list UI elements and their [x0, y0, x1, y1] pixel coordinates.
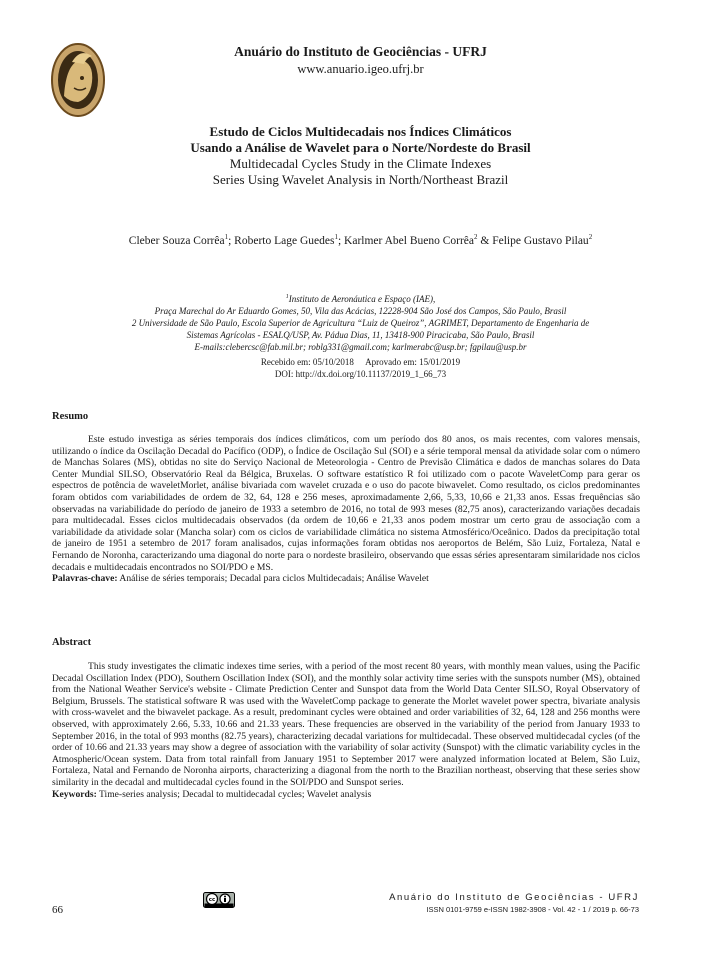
title-en-line1: Multidecadal Cycles Study in the Climate Indexes: [229, 156, 492, 171]
approved-date: Aprovado em: 15/01/2019: [365, 357, 461, 367]
resumo-section: [52, 434, 640, 585]
affil-line-2: Praça Marechal do Ar Eduardo Gomes, 50, Vila das Acácias, 12228-904 São José dos Campos, São Paulo, Brasil: [154, 306, 567, 316]
abstract-heading: Abstract: [52, 637, 92, 648]
author-separator: ;: [228, 234, 235, 247]
received-date: Recebido em: 05/10/2018: [260, 357, 354, 367]
abstract-keywords: [52, 789, 640, 801]
doi-link[interactable]: DOI: http://dx.doi.org/10.11137/2019_1_66_73: [274, 369, 447, 379]
author-name: Cleber Souza Corrêa: [128, 234, 225, 247]
title-en-line2: Series Using Wavelet Analysis in North/Northeast Brazil: [212, 172, 509, 187]
affil-sup: 1: [285, 294, 289, 300]
author-affil-sup: 2: [474, 233, 478, 241]
keywords-label: Palavras-chave:: [52, 573, 118, 585]
author-separator: &: [477, 234, 493, 247]
author-affil-sup: 1: [334, 233, 338, 241]
author-affil-sup: 2: [588, 233, 593, 241]
author-affil-sup: 1: [224, 233, 229, 241]
affiliations: [0, 291, 721, 353]
keywords-text: Time-series analysis; Decadal to multidecadal cycles; Wavelet analysis: [99, 788, 372, 800]
abstract-text: This study investigates the climatic indexes time series, with a period of the most recent 80 years, with monthly mean values, using the Pacific Decadal Oscillation Index (PDO), Southern Oscillation Index (SOI), and the monthly solar activity time series with the sunspots number (MS), obtained from the National Weather Service's website - Climate Prediction Center and Sunspot data from the World Data Center SILSO, Royal Observatory of Belgium, Brussels. The statistical software R was used with the WaveletComp package to generate the Morlet wavelet power spectra, bivariate analysis with cross-wavelet and the biwavelet package. As a result, predominant cycles were obtained and order variabilities of 32, 64, 128 and 256 months were observed, with approximately 2.66, 5.33, 10.66 and 21.33 years. These frequencies are observed in the variability of the period from January 1933 to September 2016, in the total of 993 months (82.75 years), characterizing decadal variations for multidecadal. These observed multidecadal cycles (of the order of 10.66 and 21.33 years may show a degree of association with the variability of solar activity (Sunspot) with the climatic variability cycles in the Atmospheric/Ocean system. Data from total rainfall from January 1951 to September 2017 were analyzed information located at Belem, São Luiz, Fortaleza, Natal and Fernando de Noronha airports, characterizing a diagonal from the north to the Brazilian northeast, observing that these series show similarity in the decadal and multidecadal cycles found in the SOI/PDO and Sunspot series.: [52, 661, 640, 788]
abstract-section: [52, 661, 640, 800]
keywords-text: Análise de séries temporais; Decadal para ciclos Multidecadais; Análise Wavelet: [119, 573, 429, 585]
title-pt-line2: Usando a Análise de Wavelet para o Norte/Nordeste do Brasil: [190, 140, 531, 155]
title-pt-line1: Estudo de Ciclos Multidecadais nos Índices Climáticos: [209, 124, 512, 139]
journal-title: Anuário do Instituto de Geociências - UFRJ: [234, 44, 487, 59]
svg-text:cc: cc: [208, 897, 216, 904]
journal-url[interactable]: www.anuario.igeo.ufrj.br: [297, 62, 424, 76]
author-list: [0, 233, 721, 247]
affil-emails: E-mails:clebercsc@fab.mil.br; roblg331@gmail.com; karlmerabc@usp.br; fgpilau@usp.br: [194, 342, 527, 352]
author-name: Felipe Gustavo Pilau: [492, 234, 589, 247]
author-name: Karlmer Abel Bueno Corrêa: [344, 234, 475, 247]
footer-journal: Anuário do Instituto de Geociências - UFRJ: [389, 892, 639, 903]
resumo-heading: Resumo: [52, 411, 89, 422]
affil-line-3: 2 Universidade de São Paulo, Escola Superior de Agricultura “Luiz de Queiroz”, AGRIMET, Departamento de Engenharia de: [131, 318, 590, 328]
keywords-label: Keywords:: [52, 788, 97, 800]
footer-issn: ISSN 0101-9759 e-ISSN 1982-3908 - Vol. 42 - 1 / 2019 p. 66-73: [426, 905, 639, 914]
affil-line-4: Sistemas Agrícolas - ESALQ/USP, Av. Pádua Dias, 11, 13418-900 Piracicaba, São Paulo, Brasil: [186, 330, 535, 340]
cc-by-icon: [203, 892, 235, 908]
affil-line-1: Instituto de Aeronáutica e Espaço (IAE),: [288, 294, 436, 304]
resumo-text: Este estudo investiga as séries temporais dos índices climáticos, com um período dos 80 anos, os mais recentes, com valores mensais, utilizando o índice da Oscilação Decadal do Pacífico (ODP), o Índice de Oscilação Sul (SOI) e a série temporal mensal da atividade solar com o número de Manchas Solares (MS), obtidas no site do Serviço Nacional de Meteorologia - Centro de Previsão Climática e dados de manchas solares do Data Center Mundial SILSO, Observatório Real da Bélgica, Bruxelas. O software estatístico R foi utilizado com o pacote WaveletComp para gerar os espectros de potência de waveletMorlet, análise bivariada com wavelet cruzada e o uso do pacote biwavelet. Como resultado, os ciclos predominantes foram obtidos com variabilidades de ordem de 32, 64, 128 e 256 meses, aproximadamente 2,66, 5,33, 10,66 e 21,33 anos. Essas frequências são observadas na variabilidade do período de janeiro de 1933 a setembro de 2016, no total de 993 meses (82,75 anos), caracterizando variações decadais para multidecadal. Esses ciclos multidecadais observados (da ordem de 10,66 e 21,33 anos podem mostrar um certo grau de associação com a variabilidade da atividade solar (Mancha solar) com os ciclos de variabilidade climática no sistema Atmosférico/Oceânico. Dados da precipitação total de janeiro de 1951 a setembro de 2017 foram analisados, cujas informações foram obtidas nos aeroportos de Belém, São Luiz, Fortaleza, Natal e Fernando de Noronha, caracterizando uma diagonal do norte para o nordeste brasileiro, observando que essas séries apresentaram similaridade nos ciclos decadais e multidecadais encontrados no SOI/PDO e MS.: [52, 434, 640, 573]
article-dates: [0, 356, 721, 380]
resumo-keywords: [52, 573, 640, 585]
page-number: 66: [52, 904, 63, 916]
author-separator: ;: [337, 234, 345, 247]
author-name: Roberto Lage Guedes: [234, 234, 335, 247]
